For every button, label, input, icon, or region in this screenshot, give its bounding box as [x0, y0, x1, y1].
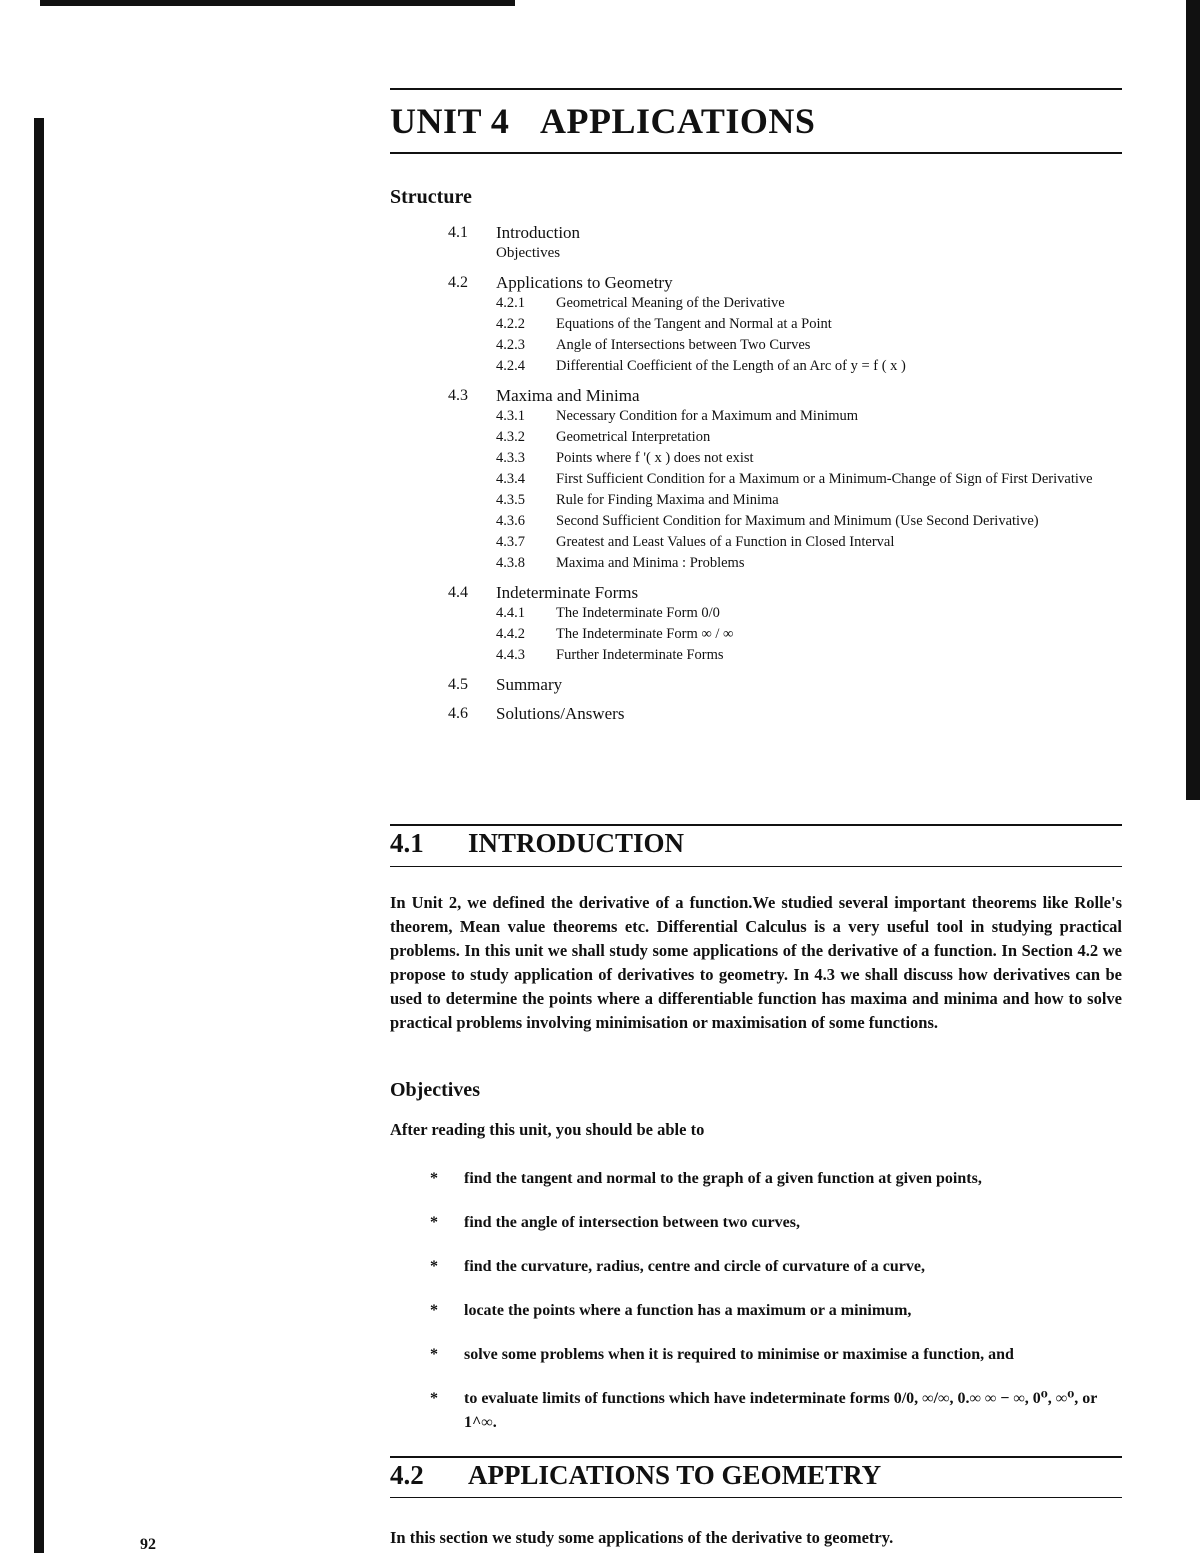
toc-subsection — [496, 427, 1116, 448]
asterisk-bullet-icon: * — [430, 1214, 438, 1231]
objective-text: solve some problems when it is required to minimise or maximise a function, and — [464, 1346, 1014, 1363]
geometry-number: 4.2 — [390, 1460, 424, 1490]
toc-subsection-title: First Sufficient Condition for a Maximum or a Minimum-Change of Sign of First Derivative — [556, 471, 1093, 487]
geometry-heading — [390, 1460, 881, 1491]
toc-subsection-title: Greatest and Least Values of a Function in Closed Interval — [556, 534, 895, 550]
toc-section — [448, 582, 1116, 666]
toc-subsection — [496, 532, 1116, 553]
objectives-lead: After reading this unit, you should be able to — [390, 1120, 705, 1139]
toc-section-number: 4.5 — [448, 676, 468, 693]
toc-section-title: Introduction — [496, 223, 581, 242]
toc-subsection-number: 4.3.4 — [496, 471, 525, 487]
toc-subsection — [496, 448, 1116, 469]
toc-subsection-number: 4.2.3 — [496, 337, 525, 353]
objective-text: find the tangent and normal to the graph of a given function at given points, — [464, 1170, 982, 1187]
asterisk-bullet-icon: * — [430, 1346, 438, 1363]
asterisk-bullet-icon: * — [430, 1170, 438, 1187]
toc-subsection-number: 4.2.1 — [496, 295, 525, 311]
toc-subsection — [496, 603, 1116, 624]
toc-subsection-number: 4.3.5 — [496, 492, 525, 508]
objective-item — [430, 1387, 1120, 1435]
toc-section — [448, 385, 1116, 574]
toc-subsection — [496, 406, 1116, 427]
toc-section-number: 4.6 — [448, 705, 468, 722]
toc-section — [448, 272, 1116, 377]
toc-section — [448, 222, 1116, 264]
toc-subsection-title: The Indeterminate Form 0/0 — [556, 605, 720, 621]
toc-section-number: 4.3 — [448, 387, 468, 404]
structure-heading: Structure — [390, 186, 472, 208]
objective-text: find the curvature, radius, centre and circle of curvature of a curve, — [464, 1258, 925, 1275]
scan-edge-top — [40, 0, 515, 6]
geometry-rule-top — [390, 1456, 1122, 1458]
toc-section-title: Applications to Geometry — [496, 273, 673, 292]
asterisk-bullet-icon: * — [430, 1390, 438, 1407]
unit-name: APPLICATIONS — [540, 101, 816, 141]
toc-subsection-number: 4.3.2 — [496, 429, 525, 445]
toc-subsection-title: Differential Coefficient of the Length of an Arc of y = f ( x ) — [556, 358, 906, 374]
table-of-contents — [448, 222, 1116, 724]
intro-heading — [390, 828, 684, 859]
objective-text: to evaluate limits of functions which have indeterminate forms 0/0, ∞/∞, 0.∞ ∞ − ∞, 0⁰, ∞⁰, or 1^∞. — [464, 1390, 1098, 1431]
geometry-title: APPLICATIONS TO GEOMETRY — [468, 1460, 882, 1490]
toc-subsection — [496, 314, 1116, 335]
toc-subsection-title: The Indeterminate Form ∞ / ∞ — [556, 626, 734, 642]
intro-rule-bottom — [390, 866, 1122, 867]
objective-item — [430, 1343, 1120, 1367]
toc-subsection-title: Necessary Condition for a Maximum and Minimum — [556, 408, 859, 424]
objective-item — [430, 1167, 1120, 1191]
scan-edge-right — [1186, 0, 1200, 800]
title-rule-bottom — [390, 152, 1122, 154]
toc-subsection-number: 4.4.1 — [496, 605, 525, 621]
toc-subsection — [496, 511, 1116, 532]
toc-section-number: 4.2 — [448, 274, 468, 291]
toc-subsection-number: 4.4.3 — [496, 647, 525, 663]
toc-subsection-number: 4.3.7 — [496, 534, 525, 550]
toc-subsection-title: Geometrical Meaning of the Derivative — [556, 295, 785, 311]
intro-paragraph: In Unit 2, we defined the derivative of a function.We studied several important theorems like Rolle's theorem, Mean value theorems etc. Differential Calculus is a very useful tool in studying practical problems. In this unit we shall study some applications of the derivative of a function. In Section 4.2 we propose to study application of derivatives to geometry. In 4.3 we shall discuss how derivatives can be used to determine the points where a differentiable function has maxima and minima and how to solve practical problems involving minimisation or maximisation of some functions. — [390, 893, 1122, 1032]
geometry-rule-bottom — [390, 1497, 1122, 1498]
toc-subsection — [496, 293, 1116, 314]
toc-section-extra: Objectives — [496, 245, 561, 261]
toc-subsection-number: 4.3.6 — [496, 513, 525, 529]
toc-subsection — [496, 553, 1116, 574]
toc-subsection-number: 4.3.8 — [496, 555, 525, 571]
toc-section — [448, 703, 1116, 724]
toc-subsection-number: 4.3.1 — [496, 408, 525, 424]
intro-number: 4.1 — [390, 828, 424, 858]
toc-subsection-number: 4.2.2 — [496, 316, 525, 332]
toc-subsection-title: Points where f '( x ) does not exist — [556, 450, 754, 466]
toc-section-title: Maxima and Minima — [496, 386, 640, 405]
intro-title: INTRODUCTION — [468, 828, 685, 858]
geometry-paragraph: In this section we study some applications of the derivative to geometry. — [390, 1528, 894, 1547]
toc-subsection-number: 4.4.2 — [496, 626, 525, 642]
asterisk-bullet-icon: * — [430, 1302, 438, 1319]
toc-subsection — [496, 356, 1116, 377]
toc-subsection-title: Maxima and Minima : Problems — [556, 555, 745, 571]
toc-subsection-title: Further Indeterminate Forms — [556, 647, 724, 663]
toc-subsection-number: 4.2.4 — [496, 358, 525, 374]
toc-section-number: 4.4 — [448, 584, 468, 601]
toc-section-title: Solutions/Answers — [496, 704, 625, 723]
toc-subsection — [496, 335, 1116, 356]
toc-section-title: Indeterminate Forms — [496, 583, 639, 602]
toc-section-title: Summary — [496, 675, 563, 694]
scan-edge-left — [34, 118, 44, 1553]
objective-text: locate the points where a function has a maximum or a minimum, — [464, 1302, 912, 1319]
title-rule-top — [390, 88, 1122, 90]
toc-section — [448, 674, 1116, 695]
toc-subsection-title: Second Sufficient Condition for Maximum and Minimum (Use Second Derivative) — [556, 513, 1039, 529]
toc-subsection — [496, 469, 1116, 490]
toc-subsection — [496, 624, 1116, 645]
objective-text: find the angle of intersection between two curves, — [464, 1214, 800, 1231]
toc-section-number: 4.1 — [448, 224, 468, 241]
objective-item — [430, 1211, 1120, 1235]
toc-subsection-title: Geometrical Interpretation — [556, 429, 711, 445]
toc-subsection-title: Equations of the Tangent and Normal at a Point — [556, 316, 832, 332]
objective-item — [430, 1299, 1120, 1323]
unit-title — [390, 100, 815, 142]
intro-rule-top — [390, 824, 1122, 826]
unit-number: UNIT 4 — [390, 101, 510, 141]
toc-subsection — [496, 645, 1116, 666]
objectives-list — [430, 1167, 1120, 1455]
asterisk-bullet-icon: * — [430, 1258, 438, 1275]
objective-item — [430, 1255, 1120, 1279]
toc-subsection-title: Rule for Finding Maxima and Minima — [556, 492, 779, 508]
toc-subsection-number: 4.3.3 — [496, 450, 525, 466]
objectives-heading: Objectives — [390, 1079, 480, 1101]
page-number: 92 — [140, 1536, 156, 1553]
toc-subsection — [496, 490, 1116, 511]
toc-subsection-title: Angle of Intersections between Two Curves — [556, 337, 811, 353]
